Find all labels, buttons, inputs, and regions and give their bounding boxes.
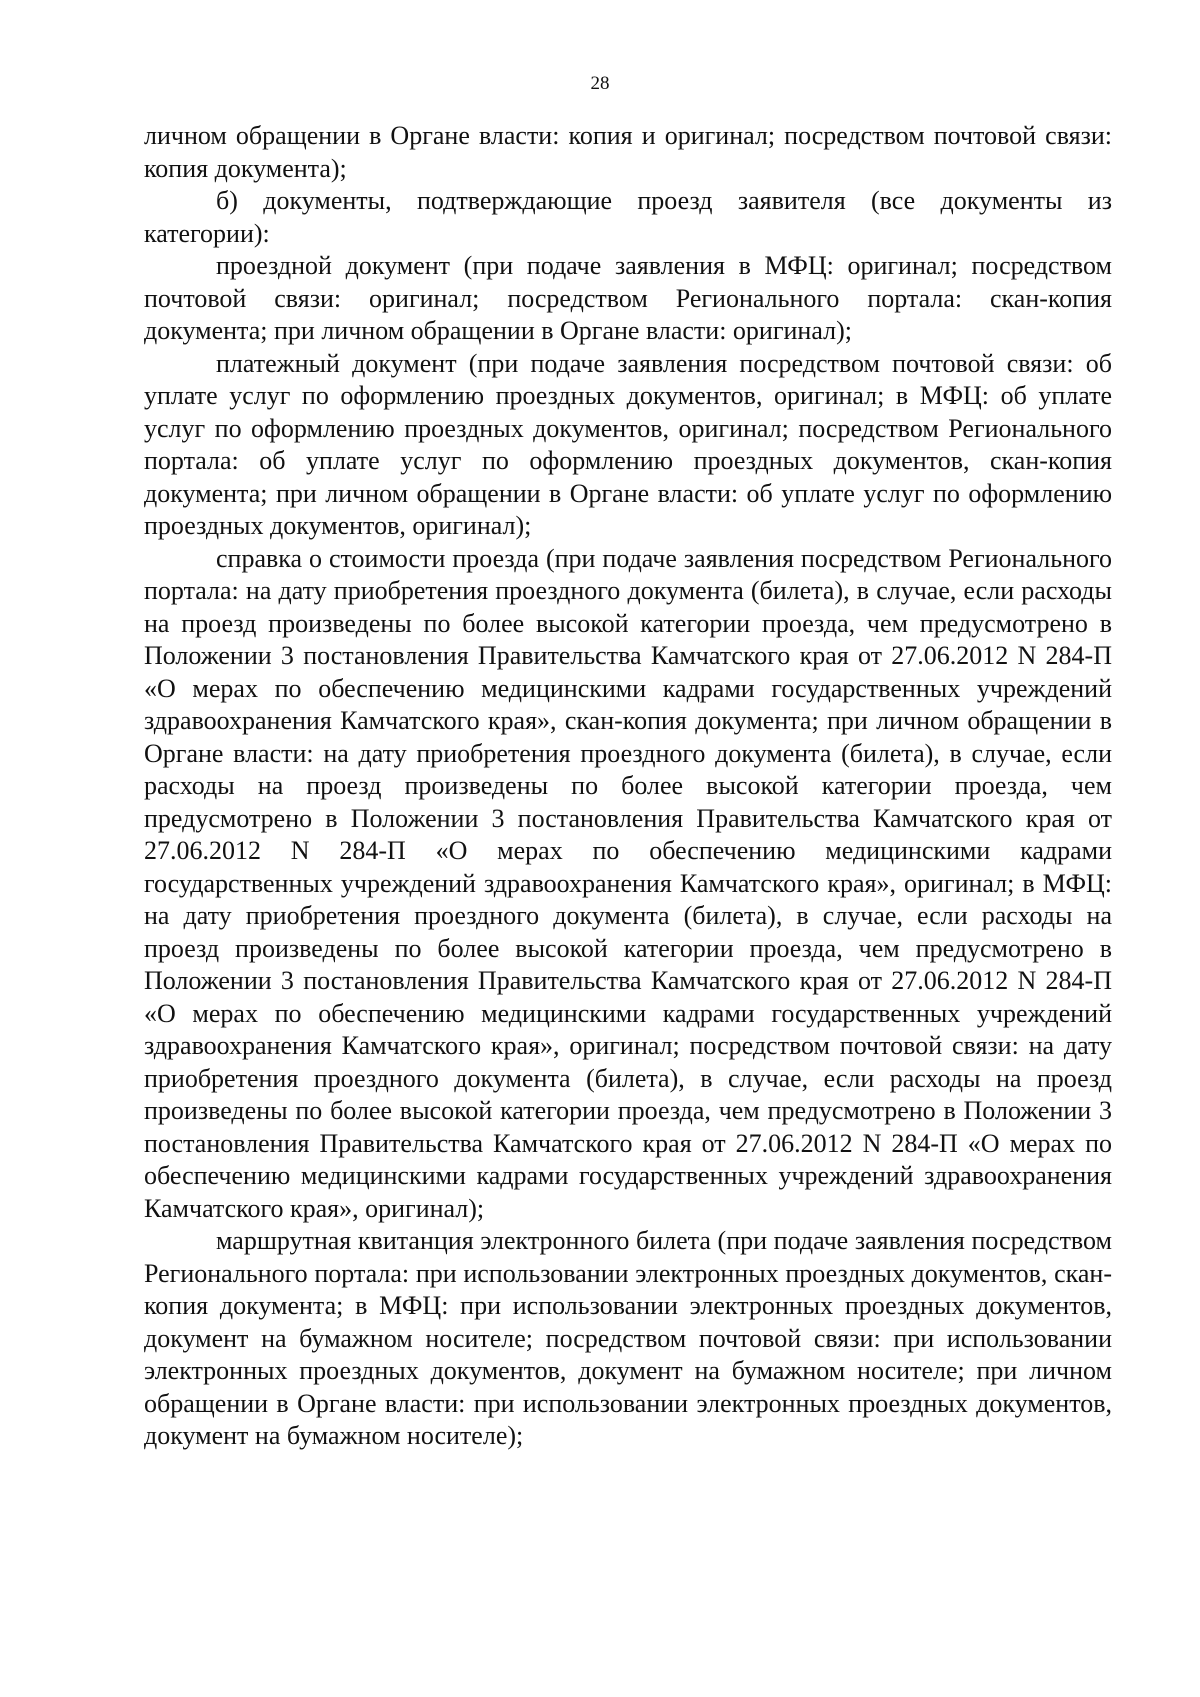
- paragraph-payment-document: платежный документ (при подаче заявления посредством почтовой связи: об уплате услуг по оформлению проездных документов, оригинал; в МФЦ: об уплате услуг по оформлению проездных документов, оригинал; посредством Регионального портала: об уплате услуг по оформлению проездных документов, скан-копия документа; при личном обращении в Органе власти: об уплате услуг по оформлению проездных документов, оригинал);: [144, 348, 1112, 540]
- paragraph-travel-document: проездной документ (при подаче заявления в МФЦ: оригинал; посредством почтовой связи: оригинал; посредством Регионального портала: скан-копия документа; при личном обращении в Органе власти: оригинал);: [144, 251, 1112, 345]
- paragraph-fare-certificate: справка о стоимости проезда (при подаче заявления посредством Регионального портала: на дату приобретения проездного документа (билета), в случае, если расходы на проезд произведены по более высокой категории проезда, чем предусмотрено в Положении 3 постановления Правительства Камчатского края от 27.06.2012 N 284-П «О мерах по обеспечению медицинскими кадрами государственных учреждений здравоохранения Камчатского края», скан-копия документа; при личном обращении в Органе власти: на дату приобретения проездного документа (билета), в случае, если расходы на проезд произведены по более высокой категории проезда, чем предусмотрено в Положении 3 постановления Правительства Камчатского края от 27.06.2012 N 284-П «О мерах по обеспечению медицинскими кадрами государственных учреждений здравоохранения Камчатского края», оригинал; в МФЦ: на дату приобретения проездного документа (билета), в случае, если расходы на проезд произведены по более высокой категории проезда, чем предусмотрено в Положении 3 постановления Правительства Камчатского края от 27.06.2012 N 284-П «О мерах по обеспечению медицинскими кадрами государственных учреждений здравоохранения Камчатского края», оригинал; посредством почтовой связи: на дату приобретения проездного документа (билета), в случае, если расходы на проезд произведены по более высокой категории проезда, чем предусмотрено в Положении 3 постановления Правительства Камчатского края от 27.06.2012 N 284-П «О мерах по обеспечению медицинскими кадрами государственных учреждений здравоохранения Камчатского края», оригинал);: [144, 543, 1112, 1223]
- paragraph-continuation: личном обращении в Органе власти: копия и оригинал; посредством почтовой связи: копия документа);: [144, 121, 1112, 183]
- paragraph-e-ticket-receipt: маршрутная квитанция электронного билета (при подаче заявления посредством Регионального портала: при использовании электронных проездных документов, скан-копия документа; в МФЦ: при использовании электронных проездных документов, документ на бумажном носителе; посредством почтовой связи: при использовании электронных проездных документов, документ на бумажном носителе; при личном обращении в Органе власти: при использовании электронных проездных документов, документ на бумажном носителе);: [144, 1226, 1112, 1450]
- page-number: 28: [590, 73, 610, 94]
- document-body: [144, 120, 1112, 1453]
- paragraph-item-b: б) документы, подтверждающие проезд заявителя (все документы из категории):: [144, 186, 1112, 248]
